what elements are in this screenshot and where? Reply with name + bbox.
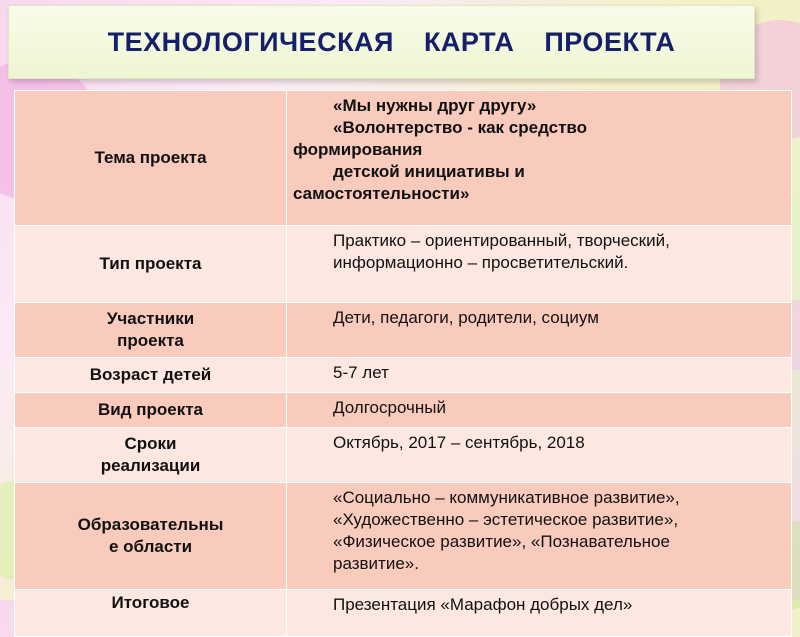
row-value: Дети, педагоги, родители, социум xyxy=(287,303,792,358)
table-row xyxy=(15,590,792,637)
table-row xyxy=(15,358,792,393)
row-label: Вид проекта xyxy=(15,393,287,428)
table-row xyxy=(15,226,792,303)
row-value: Презентация «Марафон добрых дел» xyxy=(287,590,792,637)
row-label: Тип проекта xyxy=(15,226,287,303)
row-label: Сроки реализации xyxy=(15,428,287,483)
row-label: Возраст детей xyxy=(15,358,287,393)
row-value: Долгосрочный xyxy=(287,393,792,428)
row-label: Участники проекта xyxy=(15,303,287,358)
row-label: Итоговое xyxy=(15,590,287,637)
table-row xyxy=(15,428,792,483)
table-row xyxy=(15,303,792,358)
table-row xyxy=(15,393,792,428)
project-table xyxy=(14,90,792,637)
row-label: Образовательны е области xyxy=(15,483,287,590)
row-value: 5-7 лет xyxy=(287,358,792,393)
row-value: Практико – ориентированный, творческий, информационно – просветительский. xyxy=(287,226,792,303)
title-banner xyxy=(8,5,755,79)
table-row xyxy=(15,91,792,226)
table-row xyxy=(15,483,792,590)
row-value: «Мы нужны друг другу» «Волонтерство - как средство формирования детской инициативы и самостоятельности» xyxy=(287,91,792,226)
row-value: Октябрь, 2017 – сентябрь, 2018 xyxy=(287,428,792,483)
row-value: «Социально – коммуникативное развитие», «Художественно – эстетическое развитие», «Физическое развитие», «Познавательное развитие». xyxy=(287,483,792,590)
row-label: Тема проекта xyxy=(15,91,287,226)
page-title: ТЕХНОЛОГИЧЕСКАЯ КАРТА ПРОЕКТА xyxy=(107,26,676,57)
